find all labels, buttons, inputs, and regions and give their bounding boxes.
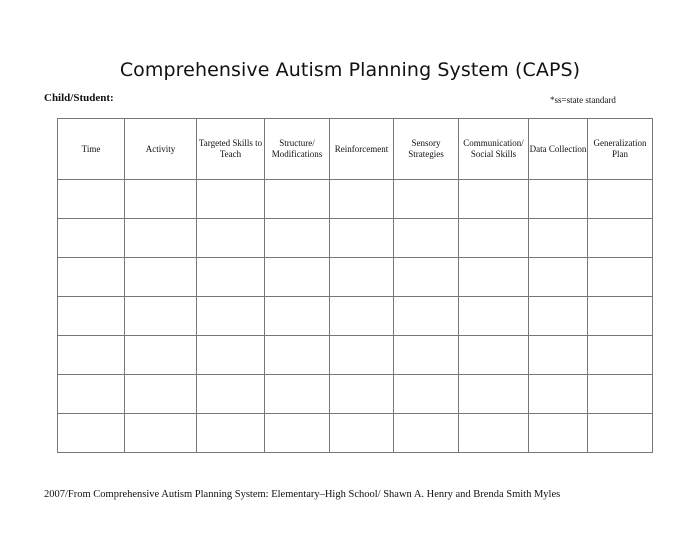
state-standard-note: *ss=state standard — [550, 95, 616, 105]
table-cell[interactable] — [459, 375, 529, 414]
table-cell[interactable] — [265, 297, 330, 336]
table-cell[interactable] — [125, 414, 197, 453]
table-cell[interactable] — [197, 219, 265, 258]
table-cell[interactable] — [394, 297, 459, 336]
table-row — [58, 258, 653, 297]
table-cell[interactable] — [265, 180, 330, 219]
table-cell[interactable] — [394, 375, 459, 414]
caps-table — [57, 118, 653, 453]
table-cell[interactable] — [529, 180, 588, 219]
table-cell[interactable] — [197, 375, 265, 414]
table-row — [58, 414, 653, 453]
table-cell[interactable] — [394, 414, 459, 453]
table-cell[interactable] — [58, 414, 125, 453]
table-cell[interactable] — [588, 414, 653, 453]
table-cell[interactable] — [265, 414, 330, 453]
column-header-targeted-skills: Targeted Skills to Teach — [197, 119, 265, 180]
table-cell[interactable] — [197, 336, 265, 375]
table-cell[interactable] — [330, 336, 394, 375]
table-cell[interactable] — [265, 219, 330, 258]
column-header-data-collection: Data Collection — [529, 119, 588, 180]
table-row — [58, 297, 653, 336]
table-cell[interactable] — [394, 258, 459, 297]
table-row — [58, 375, 653, 414]
table-cell[interactable] — [529, 258, 588, 297]
table-cell[interactable] — [529, 297, 588, 336]
table-cell[interactable] — [529, 336, 588, 375]
table-cell[interactable] — [588, 375, 653, 414]
table-cell[interactable] — [394, 336, 459, 375]
table-cell[interactable] — [459, 219, 529, 258]
table-cell[interactable] — [330, 258, 394, 297]
table-cell[interactable] — [58, 219, 125, 258]
table-cell[interactable] — [58, 180, 125, 219]
table-cell[interactable] — [125, 180, 197, 219]
table-header-row — [58, 119, 653, 180]
table-row — [58, 219, 653, 258]
column-header-reinforcement: Reinforcement — [330, 119, 394, 180]
table-cell[interactable] — [394, 180, 459, 219]
table-cell[interactable] — [330, 180, 394, 219]
table-row — [58, 180, 653, 219]
table-cell[interactable] — [330, 297, 394, 336]
table-body — [58, 180, 653, 453]
table-cell[interactable] — [588, 180, 653, 219]
table-cell[interactable] — [394, 219, 459, 258]
table-cell[interactable] — [125, 258, 197, 297]
table-cell[interactable] — [197, 258, 265, 297]
column-header-sensory-strategies: Sensory Strategies — [394, 119, 459, 180]
table-cell[interactable] — [529, 219, 588, 258]
table-cell[interactable] — [197, 297, 265, 336]
table-cell[interactable] — [588, 297, 653, 336]
table-row — [58, 336, 653, 375]
table-cell[interactable] — [459, 258, 529, 297]
table-cell[interactable] — [588, 336, 653, 375]
column-header-generalization-plan: Generalization Plan — [588, 119, 653, 180]
column-header-time: Time — [58, 119, 125, 180]
table-cell[interactable] — [330, 375, 394, 414]
table-cell[interactable] — [58, 336, 125, 375]
table-cell[interactable] — [529, 414, 588, 453]
table-cell[interactable] — [588, 258, 653, 297]
column-header-structure-modifications: Structure/ Modifications — [265, 119, 330, 180]
table-cell[interactable] — [125, 297, 197, 336]
table-cell[interactable] — [58, 375, 125, 414]
table-cell[interactable] — [529, 375, 588, 414]
table-cell[interactable] — [588, 219, 653, 258]
table-cell[interactable] — [459, 180, 529, 219]
column-header-activity: Activity — [125, 119, 197, 180]
table-cell[interactable] — [459, 297, 529, 336]
citation-footer: 2007/From Comprehensive Autism Planning System: Elementary–High School/ Shawn A. Henry and Brenda Smith Myles — [44, 489, 561, 500]
table-cell[interactable] — [265, 375, 330, 414]
table-cell[interactable] — [265, 258, 330, 297]
table-cell[interactable] — [58, 297, 125, 336]
table-cell[interactable] — [459, 414, 529, 453]
table-cell[interactable] — [58, 258, 125, 297]
table-cell[interactable] — [330, 219, 394, 258]
column-header-communication-social-skills: Communication/ Social Skills — [459, 119, 529, 180]
table-cell[interactable] — [459, 336, 529, 375]
table-cell[interactable] — [197, 414, 265, 453]
table-cell[interactable] — [125, 336, 197, 375]
page-title: Comprehensive Autism Planning System (CAPS) — [119, 59, 581, 81]
table-cell[interactable] — [265, 336, 330, 375]
child-student-label: Child/Student: — [44, 92, 114, 104]
table-cell[interactable] — [197, 180, 265, 219]
table-cell[interactable] — [125, 219, 197, 258]
table-cell[interactable] — [125, 375, 197, 414]
table-cell[interactable] — [330, 414, 394, 453]
